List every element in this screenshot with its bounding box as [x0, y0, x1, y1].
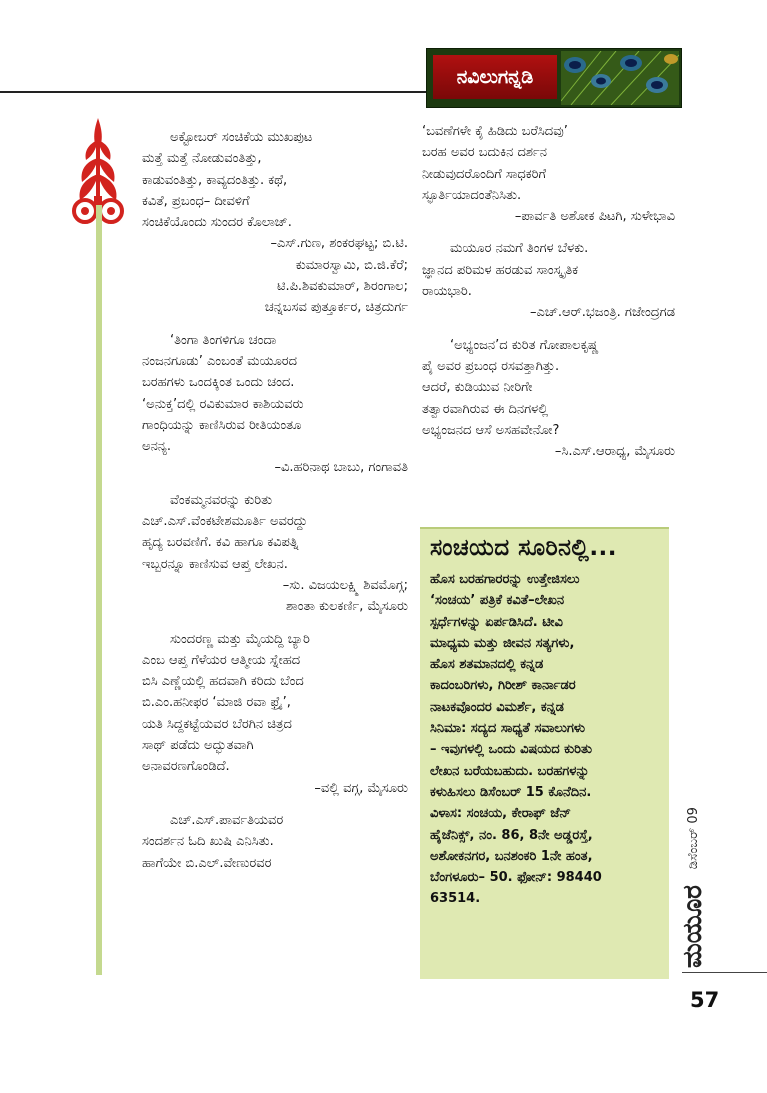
letter-line: ಅನಾವರಣಗೊಂಡಿದೆ.: [142, 759, 230, 775]
letter: [142, 810, 410, 874]
letter-line: ಬಿ.ಎಂ.ಹನೀಫರ ‘ಮಾಜಿ ರವಾ ಫ್ರೈ’,: [142, 695, 291, 711]
letter-line: ‘ಅಭ್ಯಂಜನ’ದ ಕುರಿತ ಗೋಪಾಲಕೃಷ್ಣ: [450, 337, 599, 353]
letter: [142, 127, 410, 319]
peacock-feather-image: [561, 51, 679, 105]
letter-line: ಜ್ಞಾನದ ಪರಿಮಳ ಹರಡುವ ಸಾಂಸ್ಕೃತಿಕ: [422, 262, 579, 278]
letter-line: ಸಾಥ್ ಪಡೆದು ಅದ್ಭುತವಾಗಿ: [142, 738, 254, 754]
magazine-footer: [676, 758, 710, 968]
letter-signature: –ವಿ.ಹರಿನಾಥ ಬಾಬು, ಗಂಗಾವತಿ: [274, 460, 408, 476]
letter-line: ಮಯೂರ ನಮಗೆ ತಿಂಗಳ ಬೆಳಕು.: [450, 241, 589, 257]
letter-line: ‘ಬವಣೆಗಳೇ ಕೈ ಹಿಡಿದು ಬರೆಸಿದವು’: [422, 124, 568, 139]
letter-signature: –ಪಾರ್ವತಿ ಅಶೋಕ ಪಿಟಗಿ, ಸುಳೇಭಾವಿ: [514, 209, 675, 225]
letter-line: ಸಂಚಿಕೆಯೊಂದು ಸುಂದರ ಕೊಲಾಜ್.: [142, 215, 292, 231]
letter-line: ಕಾಡುವಂತಿತ್ತು, ಕಾವ್ಯದಂತಿತ್ತು. ಕಥೆ,: [142, 172, 288, 188]
notice-line: ಹೈಜೆನಿಕ್ಸ್, ನಂ. 86, 8ನೇ ಅಡ್ಡರಸ್ತೆ,: [430, 827, 593, 843]
notice-line: ಲೇಖನ ಬರೆಯಬಹುದು. ಬರಹಗಳನ್ನು: [430, 763, 590, 779]
letter-line: ಸಂದರ್ಶನ ಓದಿ ಖುಷಿ ಎನಿಸಿತು.: [142, 834, 274, 850]
notice-line: ನಾಟಕವೊಂದರ ವಿಮರ್ಶೆ, ಕನ್ನಡ: [430, 699, 564, 715]
letter-line: ಬರಹ ಅವರ ಬದುಕಿನ ದರ್ಶನ: [422, 145, 548, 161]
letter: [142, 629, 410, 799]
letter-line: ‘ತಿಂಗಾ ತಿಂಗಳಿಗೂ ಚಂದಾ: [170, 332, 277, 348]
letter-signature: –ಸಿ.ಎಸ್.ಆರಾಧ್ಯ, ಮೈಸೂರು: [554, 444, 675, 460]
letter-line: ತತ್ವಾರವಾಗಿರುವ ಈ ದಿನಗಳಲ್ಲಿ: [422, 401, 549, 417]
letter-line: ‘ಅನುಕ್ತ’ದಲ್ಲಿ ರವಿಕುಮಾರ ಕಾಶಿಯವರು: [142, 396, 304, 412]
right-column: [422, 121, 677, 473]
letter-line: ನೀಡುವುದರೊಂದಿಗೆ ಸಾಧಕರಿಗೆ: [422, 166, 547, 182]
letter-line: ಅಕ್ಟೋಬರ್ ಸಂಚಿಕೆಯ ಮುಖಪುಟ: [170, 130, 313, 145]
letter-line: ರಾಯಭಾರಿ.: [422, 284, 472, 300]
notice-title: ಸಂಚಯದ ಸೂರಿನಲ್ಲಿ...: [430, 535, 618, 561]
notice-line: – ಇವುಗಳಲ್ಲಿ ಒಂದು ವಿಷಯದ ಕುರಿತು: [430, 742, 593, 758]
letter: [422, 335, 677, 463]
section-banner: [426, 48, 682, 108]
letter-line: ಮತ್ತೆ ಮತ್ತೆ ನೋಡುವಂತಿತ್ತು,: [142, 151, 262, 167]
notice-line: ಕಾದಂಬರಿಗಳು, ಗಿರೀಶ್ ಕಾರ್ನಾಡರ: [430, 678, 576, 694]
letter-line: ಎಂಬ ಆಪ್ತ ಗೆಳೆಯರ ಆತ್ಮೀಯ ಸ್ನೇಹದ: [142, 652, 301, 668]
letter-line: ಸುಂದರಣ್ಣ ಮತ್ತು ಮೈಯದ್ದಿ ಬ್ಯಾರಿ: [170, 631, 310, 647]
notice-line: ‘ಸಂಚಯ’ ಪತ್ರಿಕೆ ಕವಿತೆ–ಲೇಖನ: [430, 593, 565, 609]
letter-signature: ಶಾಂತಾ ಕುಲಕರ್ಣಿ, ಮೈಸೂರು: [286, 599, 408, 615]
left-column: [142, 127, 410, 885]
section-title: ನವಿಲುಗನ್ನಡಿ: [433, 55, 557, 99]
letter: [422, 238, 677, 323]
letter-line: ಎಚ್.ಎಸ್.ಪಾರ್ವತಿಯವರ: [170, 812, 284, 828]
letter: [142, 330, 410, 479]
notice-line: ಹೊಸ ಶತಮಾನದಲ್ಲಿ ಕನ್ನಡ: [430, 657, 544, 673]
letter: [422, 121, 677, 227]
letter-line: ಅನನ್ಯ.: [142, 439, 171, 455]
notice-box: [420, 527, 669, 979]
letter: [142, 490, 410, 618]
letter-line: ಯತಿ ಸಿದ್ದಕಟ್ಟೆಯವರ ಬೆರಗಿನ ಚಿತ್ರದ: [142, 716, 292, 732]
letter-line: ಇಬ್ಬರನ್ನೂ ಕಾಣಿಸುವ ಆಪ್ತ ಲೇಖನ.: [142, 556, 288, 572]
notice-line: ಕಳುಹಿಸಲು ಡಿಸೆಂಬರ್ 15 ಕೊನೆದಿನ.: [430, 784, 592, 800]
letter-line: ಗಾಂಧಿಯನ್ನು ಕಾಣಿಸಿರುವ ರೀತಿಯಂತೂ: [142, 417, 302, 433]
letter-signature: –ಎಸ್.ಗುಣ, ಶಂಕರಘಟ್ಟ; ಬಿ.ಟಿ.: [270, 236, 408, 252]
letter-line: ಪೈ ಅವರ ಪ್ರಬಂಧ ರಸವತ್ತಾಗಿತ್ತು.: [422, 358, 560, 374]
letter-signature: –ವಲ್ಲಿ ವಗ್ಗ, ಮೈಸೂರು: [314, 780, 408, 796]
letter-signature: –ಸು. ವಿಜಯಲಕ್ಷ್ಮಿ ಶಿವಮೊಗ್ಗ;: [282, 577, 408, 593]
letter-line: ಎಚ್.ಎಸ್.ವೆಂಕಟೇಶಮೂರ್ತಿ ಅವರದ್ದು: [142, 514, 308, 530]
footer-rule: [682, 972, 767, 973]
letter-line: ಬರಹಗಳು ಒಂದಕ್ಕಿಂತ ಒಂದು ಚಂದ.: [142, 375, 295, 391]
letter-signature: ಕುಮಾರಸ್ವಾಮಿ, ಬಿ.ಜಿ.ಕೆರೆ;: [295, 257, 408, 273]
notice-line: ಸ್ಪರ್ಧೆಗಳನ್ನು ಏರ್ಪಡಿಸಿದೆ. ಟೀವಿ: [430, 614, 563, 630]
notice-line: ಅಶೋಕನಗರ, ಬನಶಂಕರಿ 1ನೇ ಹಂತ,: [430, 848, 593, 864]
notice-line: ಮಾಧ್ಯಮ ಮತ್ತು ಜೀವನ ಸತ್ಯಗಳು,: [430, 635, 575, 651]
letter-line: ನಂಜನಗೂಡು’ ಎಂಬಂತೆ ಮಯೂರದ: [142, 353, 298, 369]
magazine-logo: ಮಯೂರ: [677, 885, 708, 968]
notice-body: [430, 569, 661, 910]
letter-signature: ಟಿ.ಪಿ.ಶಿವಕುಮಾರ್, ಶಿರಂಗಾಲ;: [276, 279, 408, 295]
letter-line: ಸ್ಫೂರ್ತಿಯಾದಂತೆನಿಸಿತು.: [422, 187, 522, 203]
notice-line: ವಿಳಾಸ: ಸಂಚಯ, ಕೇರಾಫ್ ಜೆನ್: [430, 806, 571, 822]
notice-line: ಹೊಸ ಬರಹಗಾರರನ್ನು ಉತ್ತೇಜಿಸಲು: [430, 572, 580, 587]
letter-line: ಕವಿತೆ, ಪ್ರಬಂಧ– ದೀವಳಿಗೆ: [142, 193, 250, 209]
notice-line: 63514.: [430, 891, 481, 907]
letter-line: ಹೃದ್ಯ ಬರವಣಿಗೆ. ಕವಿ ಹಾಗೂ ಕವಿಪತ್ನಿ: [142, 535, 299, 551]
notice-line: ಬೆಂಗಳೂರು– 50. ಫೋನ್: 98440: [430, 870, 602, 886]
letter-line: ವೆಂಕಮ್ಮನವರನ್ನು ಕುರಿತು: [170, 492, 273, 508]
letter-signature: –ಎಚ್.ಆರ್.ಭಜಂತ್ರಿ. ಗಜೇಂದ್ರಗಡ: [529, 305, 675, 321]
letter-line: ಅಭ್ಯಂಜನದ ಆಸೆ ಅಸಹವೇನೋ?: [422, 422, 560, 438]
notice-line: ಸಿನಿಮಾ: ಸದ್ಯದ ಸಾಧ್ಯತೆ ಸವಾಲುಗಳು: [430, 721, 586, 737]
letter-line: ಬಿಸಿ ಎಣ್ಣೆಯಲ್ಲಿ ಹದವಾಗಿ ಕರಿದು ಬೆಂದ: [142, 674, 304, 690]
header-rule: [0, 91, 426, 93]
letter-line: ಆದರೆ, ಕುಡಿಯುವ ನೀರಿಗೇ: [422, 380, 533, 396]
page-number: 57: [690, 988, 720, 1012]
issue-date: ಡಿಸೆಂಬರ್ 09: [685, 807, 701, 870]
letter-signature: ಚನ್ನಬಸವ ಪುತ್ತೂರ್ಕರ, ಚಿತ್ರದುರ್ಗ: [264, 300, 408, 316]
ornament-stem: [96, 205, 102, 975]
letter-line: ಹಾಗೆಯೇ ಬಿ.ಎಲ್.ವೇಣುರವರ: [142, 855, 272, 871]
